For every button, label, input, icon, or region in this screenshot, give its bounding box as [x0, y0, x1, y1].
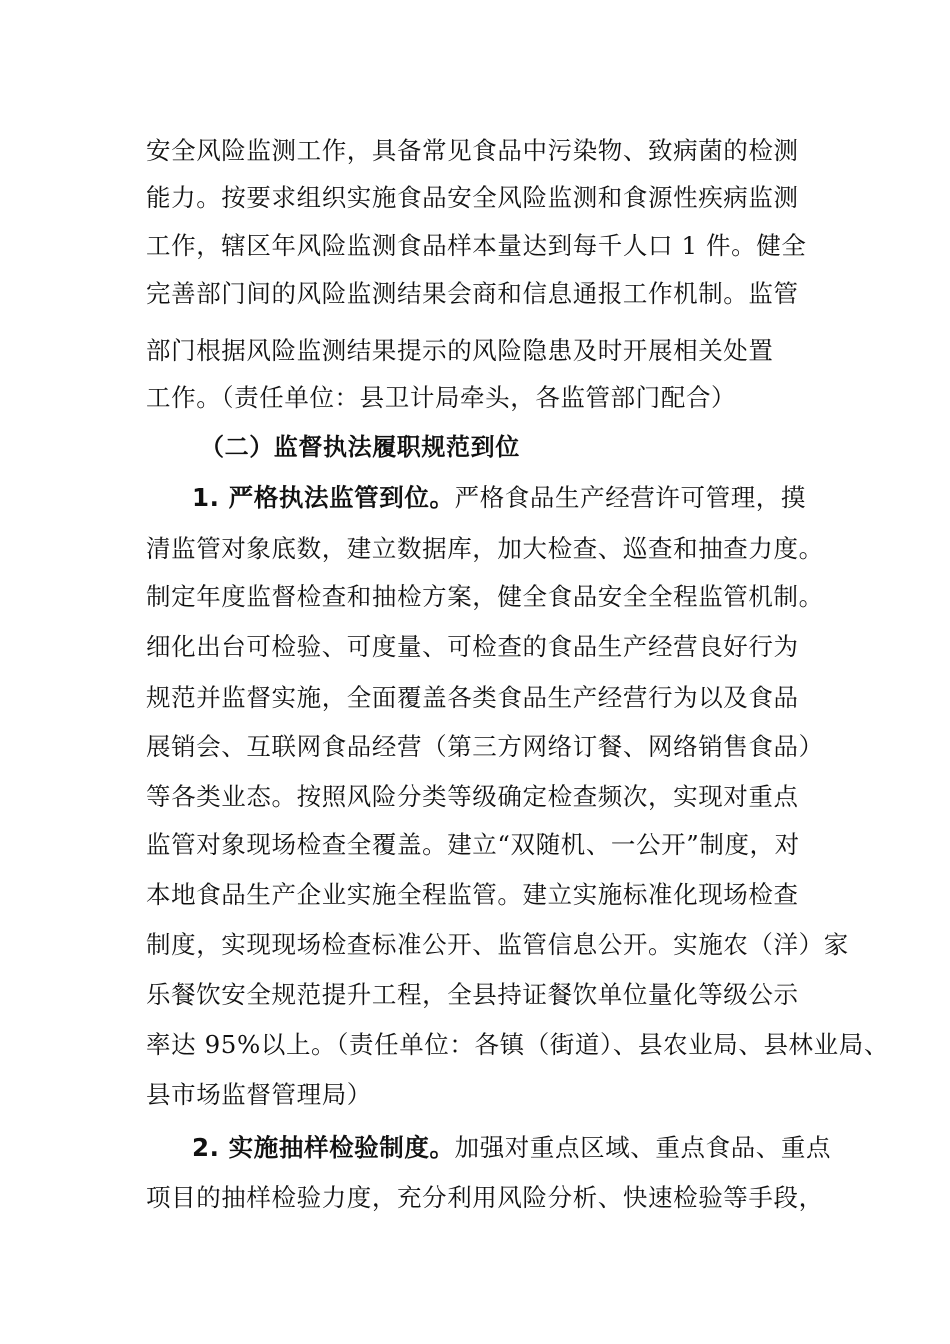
item-first-line [192, 483, 806, 513]
paragraph-line: 等各类业态。按照风险分类等级确定检查频次，实现对重点 [146, 782, 799, 811]
paragraph-line: 能力。按要求组织实施食品安全风险监测和食源性疾病监测 [146, 183, 799, 212]
paragraph-line: 项目的抽样检验力度，充分利用风险分析、快速检验等手段， [146, 1183, 824, 1212]
section-heading: （二）监督执法履职规范到位 [200, 433, 520, 461]
paragraph-line: 安全风险监测工作，具备常见食品中污染物、致病菌的检测 [146, 136, 799, 165]
paragraph-line: 展销会、互联网食品经营（第三方网络订餐、网络销售食品） [146, 732, 824, 761]
paragraph-line: 监管对象现场检查全覆盖。建立“双随机、一公开”制度，对 [146, 830, 800, 859]
item-title: 2. 实施抽样检验制度。 [192, 1133, 455, 1162]
item-text: 加强对重点区域、重点食品、重点 [454, 1133, 832, 1162]
paragraph-line: 完善部门间的风险监测结果会商和信息通报工作机制。监管 [146, 279, 799, 308]
item-first-line [192, 1133, 831, 1163]
paragraph-line: 清监管对象底数，建立数据库，加大检查、巡查和抽查力度。 [146, 534, 824, 563]
paragraph-line: 细化出台可检验、可度量、可检查的食品生产经营良好行为 [146, 632, 799, 661]
paragraph-line: 乐餐饮安全规范提升工程，全县持证餐饮单位量化等级公示 [146, 980, 799, 1009]
paragraph-line: 工作，辖区年风险监测食品样本量达到每千人口 1 件。健全 [146, 231, 807, 260]
item-text: 严格食品生产经营许可管理，摸 [454, 483, 806, 512]
paragraph-line: 本地食品生产企业实施全程监管。建立实施标准化现场检查 [146, 880, 799, 909]
paragraph-line: 工作。（责任单位：县卫计局牵头，各监管部门配合） [146, 383, 737, 412]
paragraph-line: 率达 95%以上。（责任单位：各镇（街道）、县农业局、县林业局、 [146, 1030, 889, 1059]
paragraph-line: 规范并监督实施，全面覆盖各类食品生产经营行为以及食品 [146, 683, 799, 712]
paragraph-line: 县市场监督管理局） [146, 1080, 372, 1109]
paragraph-line: 制度，实现现场检查标准公开、监管信息公开。实施农（洋）家 [146, 930, 849, 959]
paragraph-line: 部门根据风险监测结果提示的风险隐患及时开展相关处置 [146, 336, 774, 365]
item-title: 1. 严格执法监管到位。 [192, 483, 455, 512]
paragraph-line: 制定年度监督检查和抽检方案，健全食品安全全程监管机制。 [146, 582, 824, 611]
